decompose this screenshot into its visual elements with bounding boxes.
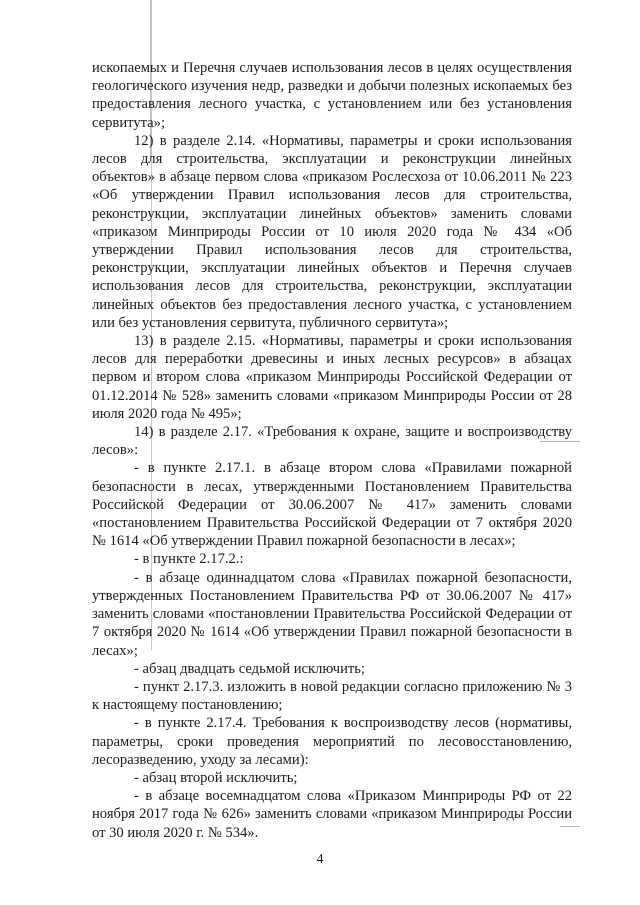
scan-speck — [560, 826, 580, 827]
paragraph-2-17-1: - в пункте 2.17.1. в абзаце втором слова «Правилами пожарной безопасности в лесах, утвержденными Постановлением Правительства Российской Федерации от 30.06.2007 № 417» заменить словами «постановлением Правительства Российской Федерации от 7 октября 2020 № 1614 «Об утверждении Правил пожарной безопасности в лесах»; — [92, 460, 572, 550]
paragraph-item-12: 12) в разделе 2.14. «Нормативы, параметры и сроки использования лесов для строительства, эксплуатации и реконструкции линейных объектов» в абзаце первом слова «приказом Рослесхоза от 10.06.2011 № 223 «Об утверждении Правил использования лесов для строительства, реконструкции, эксплуатации линейных объектов» заменить словами «приказом Минприроды России от 10 июля 2020 года № 434 «Об утверждении Правил использования лесов для строительства, реконструкции, эксплуатации линейных объектов и Перечня случаев использования лесов для строительства, реконструкции, эксплуатации линейных объектов без предоставления лесного участка, с установлением или без установления сервитута, публичного сервитута»; — [92, 132, 572, 331]
paragraph-2-17-2: - в пункте 2.17.2.: — [134, 551, 244, 568]
paragraph-2-17-4: - в пункте 2.17.4. Требования к воспроизводству лесов (нормативы, параметры, сроки проведения мероприятий по лесовосстановлению, лесоразведению, уходу за лесами): — [92, 715, 572, 768]
paragraph-continuation: ископаемых и Перечня случаев использования лесов в целях осуществления геологического изучения недр, разведки и добычи полезных ископаемых без предоставления лесного участка, с установлением или без установления сервитута»; — [92, 60, 572, 131]
paragraph-2-17-4-abzac-18: - в абзаце восемнадцатом слова «Приказом Минприроды РФ от 22 ноября 2017 года № 626» заменить словами «приказом Минприроды России от 30 июля 2020 г. № 534». — [92, 788, 572, 841]
paragraph-item-14: 14) в разделе 2.17. «Требования к охране, защите и воспроизводству лесов»: — [92, 424, 572, 459]
paragraph-2-17-3: - пункт 2.17.3. изложить в новой редакции согласно приложению № 3 к настоящему постановлению; — [92, 678, 572, 714]
paragraph-2-17-4-abzac-2: - абзац второй исключить; — [134, 769, 298, 786]
paragraph-2-17-2-abzac-11: - в абзаце одиннадцатом слова «Правилах пожарной безопасности, утвержденных Постановлением Правительства РФ от 30.06.2007 № 417» заменить словами «постановлении Правительства Российской Федерации от 7 октября 2020 № 1614 «Об утверждении Правил пожарной безопасности в лесах»; — [92, 569, 572, 659]
page-number: 4 — [316, 852, 324, 867]
paragraph-item-13: 13) в разделе 2.15. «Нормативы, параметры и сроки использования лесов для переработки древесины и иных лесных ресурсов» в абзацах первом и втором слова «приказом Минприроды Российской Федерации от 01.12.2014 № 528» заменить словами «приказом Минприроды России от 28 июля 2020 года № 495»; — [92, 333, 572, 422]
scan-speck — [540, 441, 580, 442]
document-body — [92, 59, 572, 842]
paragraph-2-17-2-abzac-27: - абзац двадцать седьмой исключить; — [134, 660, 365, 677]
